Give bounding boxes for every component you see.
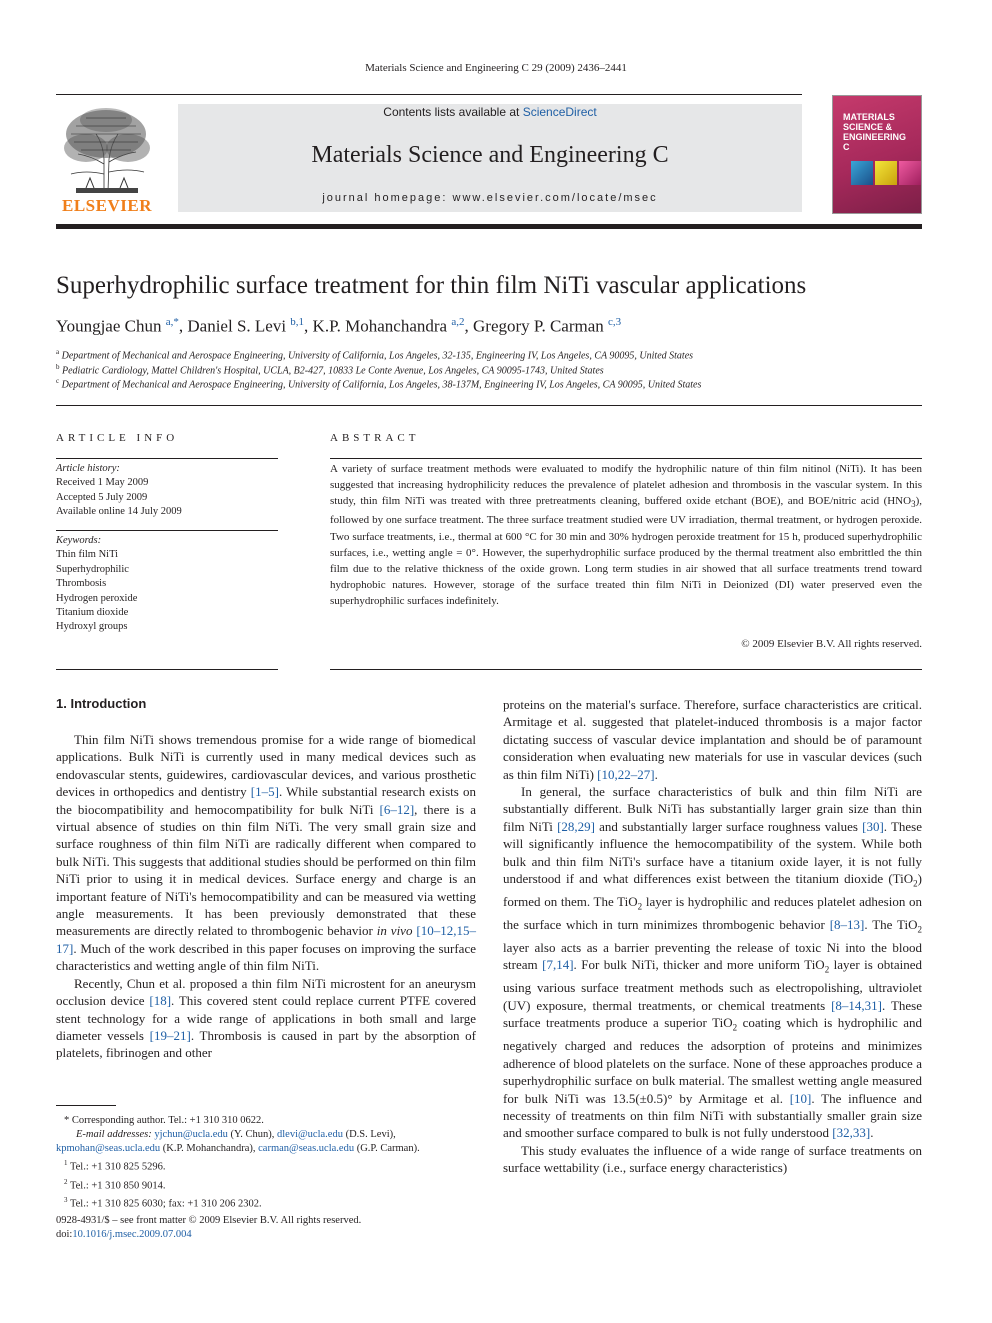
abstract-rule: [330, 458, 922, 459]
footnotes: [56, 1114, 476, 1212]
abstract-body: A variety of surface treatment methods were evaluated to modify the hydrophilic nature of thin film nitinol (NiTi). It has been suggested that increasing hydrophilicity reduces the prevalence of platelet adhesion and thrombosis in the vascular system. In this study, thin film NiTi was treated with three pretreatments cleaning, buffered oxide etchant (BOE), and BOE/nitric acid $(HNO_3)$, followed by one surface treatment. The three surface treatment studied were UV irradiation, thermal treatment, or hydrogen peroxide. Two surface treatments, i.e., thermal at 600 °C for 30 min and 30% hydrogen peroxide treatment for 15 h, produced superhydrophilic surfaces, i.e., wetting angle = 0°. However, the superhydrophilic surface produced by the thermal treatment also embrittled the thin film due to the relative thickness of the oxide grown. Long term studies in air showed that all surface treatments trend toward hydrophobic natures. However, storage of the surface treated thin film NiTi in Deionized (DI) water preserved even the superhydrophilic surfaces indefinitely.: [330, 463, 922, 607]
author-affil-mark[interactable]: c,3: [608, 316, 622, 328]
author-name[interactable]: Youngjae Chun: [56, 316, 162, 336]
cover-image-3: [899, 161, 921, 185]
email-link[interactable]: yjchun@ucla.edu: [154, 1129, 228, 1140]
affiliation: $^c$ Department of Mechanical and Aerospace Engineering, University of California, Los Angeles, 38-137M, Engineering IV, Los Angeles, CA 90095, United States: [56, 377, 702, 391]
issn-line: 0928-4931/$ – see front matter © 2009 Elsevier B.V. All rights reserved.: [56, 1215, 362, 1226]
author-affil-mark[interactable]: a,*: [165, 316, 179, 328]
cover-title: MATERIALS SCIENCE & ENGINEERING C: [843, 112, 907, 152]
email-link[interactable]: carman@seas.ucla.edu: [258, 1143, 355, 1154]
corresponding-author-note: * Corresponding author. Tel.: +1 310 310 0622.: [64, 1115, 264, 1126]
footnote-3: $^3$ Tel.: +1 310 825 6030; fax: +1 310 206 2302.: [64, 1196, 262, 1210]
contents-prefix: Contents lists available at: [383, 105, 523, 119]
keyword-item: Thrombosis: [56, 578, 107, 590]
keyword-item: Superhydrophilic: [56, 563, 129, 575]
article-history: [56, 462, 278, 520]
author-list: Youngjae Chun $^{a,*}$, Daniel S. Levi $^{b,1}$, K.P. Mohanchandra $^{a,2}$, Gregory P. Carman $^{c,3}$: [56, 316, 622, 336]
info-rule: [56, 530, 278, 531]
history-item: Available online 14 July 2009: [56, 506, 182, 518]
email-link[interactable]: dlevi@ucla.edu: [277, 1129, 343, 1140]
footnote-rule: [56, 1105, 116, 1106]
history-item: Accepted 5 July 2009: [56, 491, 148, 503]
keyword-item: Titanium dioxide: [56, 607, 129, 619]
keyword-item: Hydrogen peroxide: [56, 592, 138, 604]
affiliations-rule: [56, 405, 922, 406]
cover-subtitle: [853, 146, 917, 153]
header-divider: [56, 94, 802, 95]
footnote-2: $^2$ Tel.: +1 310 850 9014.: [64, 1177, 166, 1191]
journal-cover: [832, 95, 922, 214]
info-rule: [56, 669, 278, 670]
email-link[interactable]: kpmohan@seas.ucla.edu: [56, 1143, 161, 1154]
affiliation: $^a$ Department of Mechanical and Aerospace Engineering, University of California, Los Angeles, 32-135, Engineering IV, Los Angeles, CA 90095, United States: [56, 348, 694, 362]
journal-homepage[interactable]: journal homepage: www.elsevier.com/locate/msec: [322, 192, 658, 204]
cover-image-1: [851, 161, 873, 185]
keywords-label: Keywords:: [56, 535, 102, 546]
footnote-1: $^1$ Tel.: +1 310 825 5296.: [64, 1159, 166, 1173]
paragraph: Recently, Chun et al. proposed a thin film NiTi microstent for an aneurysm occlusion device [18]. This covered stent could replace current PTFE covered stent technology for a wide range of applications in both small and large diameter vessels [19–21]. Thrombosis is caused in part by the absorption of platelets, fibrinogen and other: [56, 975, 476, 1061]
body-column-right: [503, 696, 922, 1177]
doi-link[interactable]: 10.1016/j.msec.2009.07.004: [72, 1229, 192, 1240]
keywords: [56, 534, 278, 635]
header-rule: [56, 224, 922, 229]
abstract-rule: [330, 669, 922, 670]
contents-line: [178, 105, 802, 119]
body-column-left: [56, 731, 476, 1062]
keyword-item: Hydroxyl groups: [56, 621, 128, 633]
doi-line: doi:10.1016/j.msec.2009.07.004: [56, 1229, 192, 1240]
author-name[interactable]: Daniel S. Levi: [187, 316, 287, 336]
paragraph: This study evaluates the influence of a wide range of surface treatments on surface wettability (i.e., surface energy characteristics): [503, 1142, 922, 1176]
author-affil-mark[interactable]: b,1: [290, 316, 305, 328]
article-info-heading: ARTICLE INFO: [56, 432, 179, 444]
info-rule: [56, 458, 278, 459]
email-addresses-cont: kpmohan@seas.ucla.edu (K.P. Mohanchandra), carman@seas.ucla.edu (G.P. Carman).: [56, 1143, 420, 1154]
journal-name: Materials Science and Engineering C: [311, 142, 669, 168]
sciencedirect-link[interactable]: ScienceDirect: [522, 105, 597, 119]
publisher-logo-text: ELSEVIER: [62, 196, 152, 215]
abstract-heading: ABSTRACT: [330, 432, 420, 444]
history-label: Article history:: [56, 463, 120, 474]
cover-image-2: [875, 161, 897, 185]
paragraph: proteins on the material's surface. Therefore, surface characteristics are critical. Armitage et al. suggested that platelet-induced thrombosis is a major factor dictating success of vascular device implantation and should be of paramount consideration when evaluating new materials for use in vascular devices (such as thin film NiTi) [10,22–27].: [503, 697, 922, 782]
keyword-item: Thin film NiTi: [56, 549, 119, 561]
affiliation: $^b$ Pediatric Cardiology, Mattel Children's Hospital, UCLA, B2-427, 10833 Le Conte Avenue, Los Angeles, CA 90095-1743, United States: [56, 363, 604, 377]
author-name[interactable]: K.P. Mohanchandra: [312, 316, 448, 336]
section-heading: 1. Introduction: [56, 696, 147, 711]
author-affil-mark[interactable]: a,2: [451, 316, 465, 328]
abstract-copyright: © 2009 Elsevier B.V. All rights reserved.: [741, 638, 922, 650]
paragraph: In general, the surface characteristics of bulk and thin film NiTi are substantially different. Bulk NiTi has substantially larger grain size than thin film NiTi [28,29] and substantially larger surface roughness values [30]. These will significantly influence the hemocompatibility of the system. While both bulk and thin film NiTi's surface have a titanium oxide layer, it is not fully understood if and what differences exist between the titanium dioxide (TiO$_2$) formed on them. The TiO$_2$ layer is hydrophilic and reduces platelet adhesion on the surface which in turn minimizes thrombogenic behavior [8–13]. The TiO$_2$ layer also acts as a barrier preventing the release of toxic Ni into the blood stream [7,14]. For bulk NiTi, thicker and more uniform TiO$_2$ layer is obtained using various surface treatment methods such as electropolishing, ultraviolet (UV) exposure, thermal treatments, or chemical treatments [8–14,31]. These surface treatments produce a superior TiO$_2$ coating which is hydrophilic and negatively charged and reduces the adsorption of proteins and minimizes adherence of blood platelets on the surface. None of these approaches produce a superhydrophilic surface on bulk material. The smallest wetting angle measured for bulk NiTi was 13.5(±0.5)° by Armitage et al. [10]. The influence and necessity of treatments on thin film NiTi with substantially smaller grain size and smoother surface compared to bulk is not fully understood [32,33].: [503, 784, 923, 1141]
article-title: Superhydrophilic surface treatment for thin film NiTi vascular applications: [56, 272, 807, 299]
history-item: Received 1 May 2009: [56, 477, 149, 489]
author-name[interactable]: Gregory P. Carman: [473, 316, 604, 336]
journal-citation: Materials Science and Engineering C 29 (2009) 2436–2441: [365, 62, 627, 74]
email-addresses: E-mail addresses: yjchun@ucla.edu (Y. Chun), dlevi@ucla.edu (D.S. Levi),: [76, 1129, 396, 1140]
paragraph: Thin film NiTi shows tremendous promise for a wide range of biomedical applications. Bulk NiTi is currently used in many medical devices such as endovascular stents, guidewires, cardiovascular devices, and various prosthetic devices in orthopedics and dentistry [1–5]. While substantial research exists on the biocompatibility and hemocompatibility for bulk NiTi [6–12], there is a virtual absence of studies on thin film NiTi. The very small grain size and surface roughness of thin film NiTi are radically different when compared to bulk NiTi. This suggests that additional studies should be performed on thin film NiTi prior to using it in medical devices. Surface energy and charge is an important feature of NiTi's hemocompatibility and can be measured via wetting angle measurements. It has been previously demonstrated that these measurements are directly related to thrombogenic behavior in vivo [10–12,15–17]. Much of the work described in this paper focuses on improving the surface characteristics and wetting angle of thin film NiTi.: [56, 732, 477, 974]
